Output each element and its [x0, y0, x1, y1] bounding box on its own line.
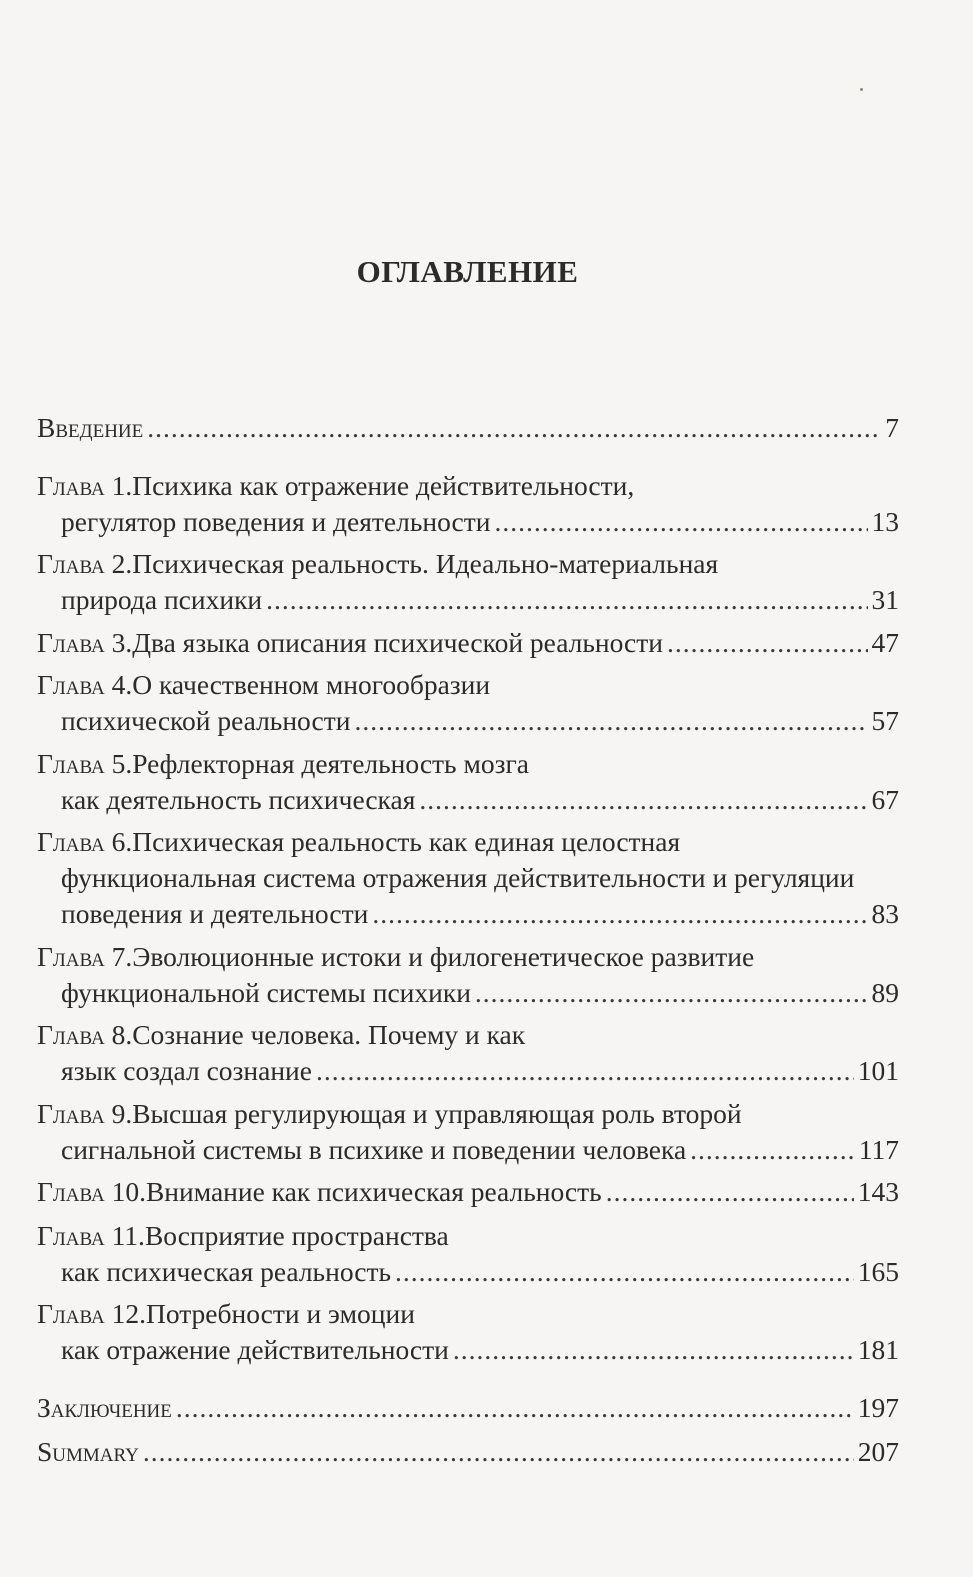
page-number: 57	[871, 705, 899, 736]
dot-leader	[372, 896, 867, 932]
toc-line	[37, 1218, 899, 1254]
entry-title-line: Высшая регулирующая и управляющая роль второй	[132, 1098, 742, 1129]
entry-prefix: Глава 1.	[37, 470, 133, 501]
entry-title-line: язык создал сознание	[61, 1055, 312, 1086]
dot-leader	[147, 410, 881, 446]
toc-line	[37, 824, 899, 860]
entry-prefix: Глава 4.	[37, 669, 133, 700]
toc-entry[interactable]	[37, 1390, 899, 1426]
entry-prefix: Глава 10.	[37, 1176, 146, 1207]
entry-title-line: функциональная система отражения действительности и регуляции	[61, 862, 855, 893]
entry-title-line: функциональной системы психики	[61, 977, 471, 1008]
toc-entry[interactable]	[37, 1296, 899, 1368]
toc-line	[37, 1174, 899, 1210]
dot-leader	[354, 703, 867, 739]
dot-leader	[316, 1053, 854, 1089]
entry-prefix: Введение	[37, 412, 144, 443]
dot-leader	[176, 1390, 854, 1426]
dot-leader	[667, 625, 867, 661]
entry-title-line: регулятор поведения и деятельности	[61, 506, 491, 537]
toc-line	[37, 468, 899, 504]
entry-title-line: Восприятие пространства	[144, 1220, 449, 1251]
dot-leader	[266, 582, 867, 618]
entry-prefix: Глава 5.	[37, 748, 133, 779]
dot-leader	[419, 782, 867, 818]
page-number: 31	[871, 584, 899, 615]
toc-line	[37, 1254, 899, 1290]
toc-line	[37, 1390, 899, 1426]
entry-prefix: Глава 12.	[37, 1298, 146, 1329]
entry-title-line: Внимание как психическая реальность	[145, 1176, 602, 1207]
dot-leader	[475, 975, 868, 1011]
toc-entry[interactable]	[37, 625, 899, 661]
entry-title-line: Психическая реальность. Идеально-материальная	[132, 548, 719, 579]
paper-speck	[860, 88, 863, 91]
entry-title-line: Сознание человека. Почему и как	[132, 1019, 526, 1050]
entry-prefix: Summary	[37, 1436, 139, 1467]
toc-line	[37, 546, 899, 582]
entry-prefix: Глава 11.	[37, 1220, 145, 1251]
page-number: 207	[857, 1436, 899, 1467]
toc-entry[interactable]	[37, 468, 899, 540]
entry-title-line: сигнальной системы в психике и поведении человека	[61, 1134, 687, 1165]
entry-title-line: как отражение действительности	[61, 1334, 449, 1365]
toc-line	[37, 1296, 899, 1332]
dot-leader	[143, 1434, 854, 1470]
entry-prefix: Глава 6.	[37, 826, 133, 857]
dot-leader	[495, 504, 868, 540]
toc-line	[37, 703, 899, 739]
page-number: 47	[871, 627, 899, 658]
toc-line	[37, 1096, 899, 1132]
toc-entry[interactable]	[37, 824, 899, 932]
toc-line	[37, 1053, 899, 1089]
toc-entry[interactable]	[37, 1017, 899, 1089]
entry-title-line: как деятельность психическая	[61, 784, 416, 815]
entry-title-line: О качественном многообразии	[132, 669, 491, 700]
entry-title-line: Психическая реальность как единая целостная	[132, 826, 681, 857]
page-number: 181	[857, 1334, 899, 1365]
toc-line	[37, 504, 899, 540]
entry-prefix: Заключение	[37, 1392, 172, 1423]
toc-line	[37, 939, 899, 975]
dot-leader	[606, 1174, 854, 1210]
toc-line	[37, 782, 899, 818]
page-number: 89	[871, 977, 899, 1008]
page-number: 101	[857, 1055, 899, 1086]
toc-entry[interactable]	[37, 746, 899, 818]
entry-title-line: поведения и деятельности	[61, 898, 369, 929]
page-number: 165	[857, 1256, 899, 1287]
toc-line	[37, 746, 899, 782]
toc-entry[interactable]	[37, 1434, 899, 1470]
toc-entry[interactable]	[37, 1174, 899, 1210]
toc-entry[interactable]	[37, 546, 899, 618]
entry-title-line: природа психики	[61, 584, 263, 615]
toc-line	[37, 1132, 899, 1168]
toc-line	[37, 1332, 899, 1368]
toc-entry[interactable]	[37, 667, 899, 739]
entry-prefix: Глава 7.	[37, 941, 133, 972]
toc-line	[37, 975, 899, 1011]
toc-line	[37, 1434, 899, 1470]
entry-title-line: Потребности и эмоции	[145, 1298, 415, 1329]
entry-title-line: Эволюционные истоки и филогенетическое развитие	[132, 941, 755, 972]
page-number: 13	[871, 506, 899, 537]
page-number: 117	[858, 1134, 899, 1165]
entry-title-line: Психика как отражение действительности,	[132, 470, 635, 501]
toc-line	[37, 625, 899, 661]
entry-prefix: Глава 3.	[37, 627, 133, 658]
page-number: 197	[857, 1392, 899, 1423]
entry-title-line: как психическая реальность	[61, 1256, 392, 1287]
entry-title-line: психической реальности	[61, 705, 351, 736]
entry-prefix: Глава 2.	[37, 548, 133, 579]
entry-title-line: Рефлекторная деятельность мозга	[132, 748, 529, 779]
dot-leader	[690, 1132, 855, 1168]
entry-title-line: Два языка описания психической реальности	[132, 627, 664, 658]
toc-entry[interactable]	[37, 1096, 899, 1168]
toc-entry[interactable]	[37, 410, 899, 446]
page-number: 7	[885, 412, 899, 443]
page-number: 67	[871, 784, 899, 815]
toc-line	[37, 667, 899, 703]
page-title: ОГЛАВЛЕНИЕ	[356, 254, 579, 289]
dot-leader	[395, 1254, 854, 1290]
toc-line	[37, 410, 899, 446]
page-number: 143	[857, 1176, 899, 1207]
dot-leader	[453, 1332, 854, 1368]
toc-line	[37, 860, 899, 896]
toc-entry[interactable]	[37, 1218, 899, 1290]
entry-prefix: Глава 9.	[37, 1098, 133, 1129]
toc-line	[37, 1017, 899, 1053]
toc-entry[interactable]	[37, 939, 899, 1011]
toc-line	[37, 582, 899, 618]
entry-prefix: Глава 8.	[37, 1019, 133, 1050]
page-number: 83	[871, 898, 899, 929]
toc-line	[37, 896, 899, 932]
